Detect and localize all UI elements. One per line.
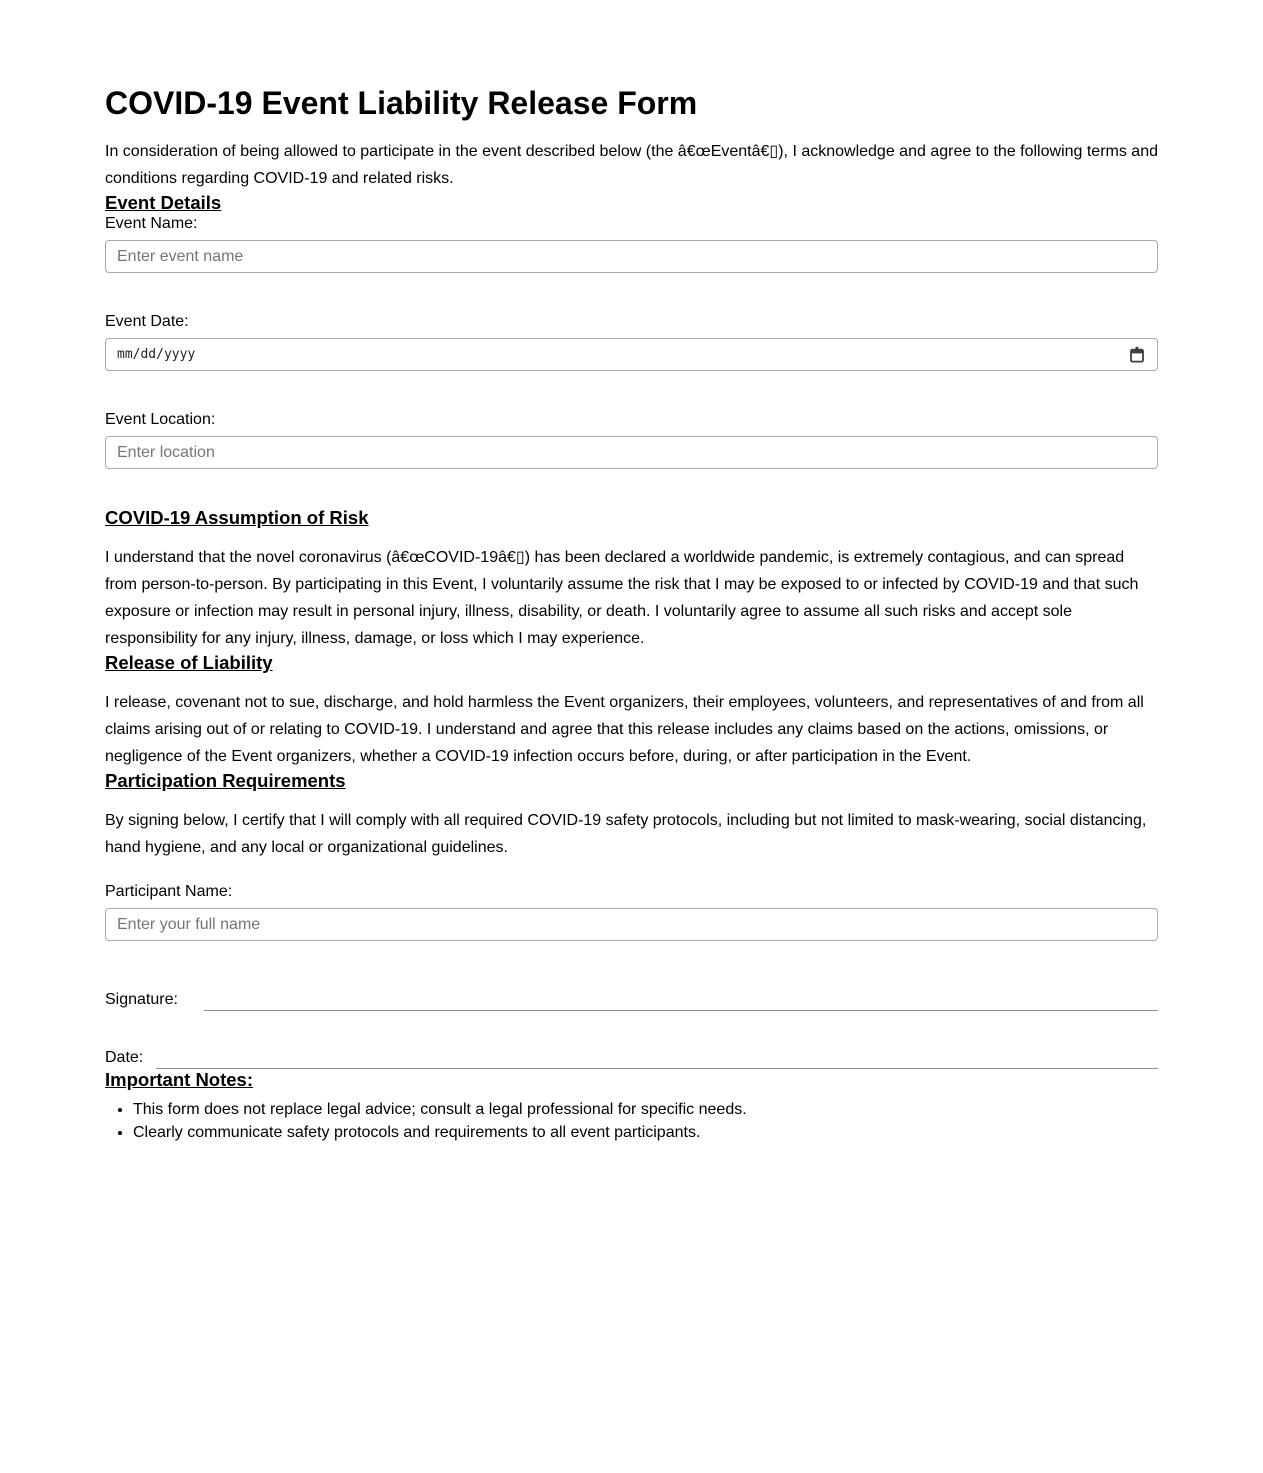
event-name-input[interactable]	[105, 240, 1158, 273]
participation-paragraph: By signing below, I certify that I will comply with all required COVID-19 safety protocols, including but not limited to mask-wearing, social distancing, hand hygiene, and any local or organizational guidelines.	[105, 812, 1147, 856]
page-title: COVID-19 Event Liability Release Form	[105, 85, 698, 121]
signature-label: Signature:	[105, 991, 178, 1008]
section-heading-participation-requirements: Participation Requirements	[105, 770, 346, 791]
event-name-label: Event Name:	[105, 215, 198, 232]
signature-line	[204, 989, 1158, 1011]
event-date-field	[105, 311, 1158, 371]
assumption-paragraph: I understand that the novel coronavirus (â€œCOVID-19â€▯) has been declared a worldwide pandemic, is extremely contagious, and can spread from person-to-person. By participating in this Event, I voluntarily assume the risk that I may be exposed to or infected by COVID-19 and that such exposure or infection may result in personal injury, illness, disability, or death. I voluntarily agree to assume all such risks and accept sole responsibility for any injury, illness, damage, or loss which I may experience.	[105, 549, 1139, 647]
event-date-input-wrap	[105, 338, 1158, 371]
intro-paragraph: In consideration of being allowed to participate in the event described below (the â€œEventâ€▯), I acknowledge and agree to the following terms and conditions regarding COVID-19 and related risks.	[105, 143, 1158, 187]
event-date-input[interactable]	[105, 338, 1158, 371]
section-heading-event-details: Event Details	[105, 192, 222, 213]
event-date-label: Event Date:	[105, 313, 189, 330]
note-item: • Clearly communicate safety protocols and requirements to all event participants.	[133, 1121, 1158, 1144]
participant-name-field	[105, 881, 1158, 941]
participant-name-label: Participant Name:	[105, 883, 233, 900]
section-heading-important-notes: Important Notes:	[105, 1069, 253, 1090]
event-name-field	[105, 213, 1158, 273]
date-label: Date:	[105, 1049, 144, 1066]
calendar-icon[interactable]	[1129, 346, 1145, 363]
important-notes-list	[105, 1098, 1158, 1144]
form-sheet	[105, 0, 1158, 1144]
release-paragraph: I release, covenant not to sue, discharge, and hold harmless the Event organizers, their employees, volunteers, and representatives of and from all claims arising out of or relating to COVID-19. I understand and agree that this release includes any claims based on the actions, omissions, or negligence of the Event organizers, whether a COVID-19 infection occurs before, during, or after participation in the Event.	[105, 694, 1144, 765]
event-location-input[interactable]	[105, 436, 1158, 469]
section-heading-assumption-of-risk: COVID-19 Assumption of Risk	[105, 507, 369, 528]
event-location-label: Event Location:	[105, 411, 216, 428]
section-heading-release-of-liability: Release of Liability	[105, 652, 273, 673]
event-location-field	[105, 409, 1158, 469]
date-row	[105, 1047, 1158, 1069]
note-item: • This form does not replace legal advice; consult a legal professional for specific needs.	[133, 1098, 1158, 1121]
signature-row	[105, 989, 1158, 1011]
date-line	[156, 1047, 1158, 1069]
participant-name-input[interactable]	[105, 908, 1158, 941]
